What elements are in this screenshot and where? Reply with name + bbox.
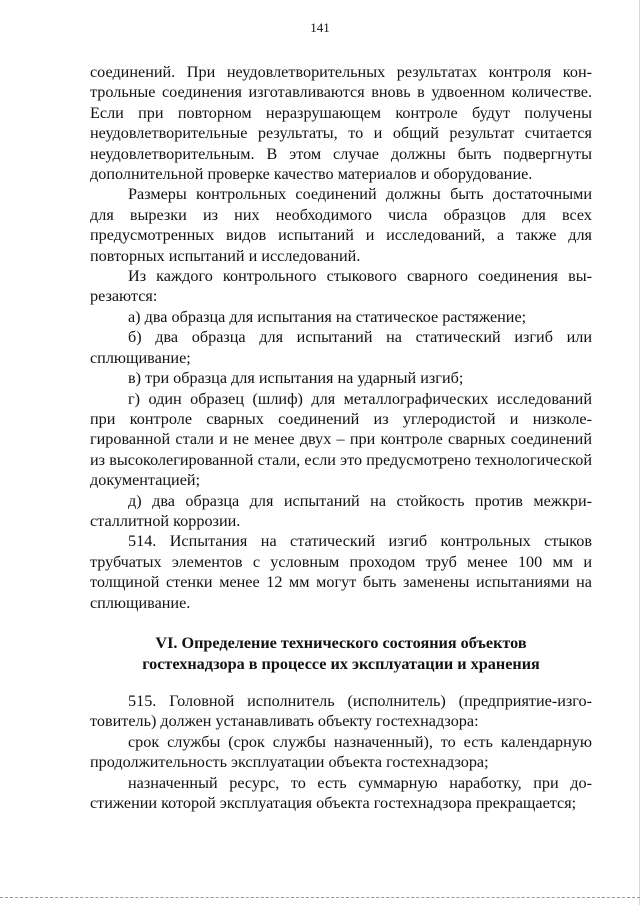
list-item-c: в) три образца для испытания на ударный изгиб; bbox=[128, 369, 464, 388]
list-item-b: б) два образца для испытаний на статический изгиб или сплющивание; bbox=[90, 328, 592, 367]
list-item-e: д) два образца для испытаний на стойкость против межкристаллитной коррозии. bbox=[90, 491, 592, 530]
page-number: 141 bbox=[310, 20, 330, 35]
bottom-scan-line bbox=[0, 897, 640, 898]
paragraph-service-life: срок службы (срок службы назначенный), то есть календарную продолжительность эксплуатации объекта гостехнадзора; bbox=[90, 732, 592, 772]
list-item-d: г) один образец (шлиф) для металлографических исследований при контроле сварных соединений из углеродистой и низколегированной стали и не менее двух – при контроле сварных соединений из высоколегированной стали, если это предусмотрено технологической документацией; bbox=[90, 389, 592, 490]
section-heading-line2: гостехнадзора в процессе их эксплуатации и хранения bbox=[142, 654, 540, 673]
document-body bbox=[90, 62, 592, 813]
paragraph-sizes: Размеры контрольных соединений должны быть достаточными для вырезки из них необходимого числа образцов для всех предусмотренных видов испытаний и исследований, а также для повторных испытаний и исследований. bbox=[90, 185, 592, 265]
list-item-a: а) два образца для испытания на статическое растяжение; bbox=[128, 307, 527, 326]
paragraph-515: 515. Головной исполнитель (исполнитель) (предприятие-изготовитель) должен устанавливать объекту гостехнадзора: bbox=[90, 691, 592, 731]
paragraph-514: 514. Испытания на статический изгиб контрольных стыков трубчатых элементов с условным проходом труб менее 100 мм и толщиной стенки менее 12 мм могут быть заменены испытаниями на сплющивание. bbox=[90, 532, 592, 612]
paragraph-resource: назначенный ресурс, то есть суммарную наработку, при достижении которой эксплуатация объекта гостехнадзора прекращается; bbox=[90, 773, 592, 812]
paragraph-continuation: соединений. При неудовлетворительных результатах контроля контрольные соединения изготавливаются вновь в удвоенном количестве. Если при повторном неразрушающем контроле будут получены неудовлетворительные результаты, то и общий результат считается неудовлетворительным. В этом случае должны быть подвергнуты дополнительной проверке качество материалов и оборудование. bbox=[90, 63, 592, 184]
section-heading bbox=[90, 633, 592, 675]
section-heading-line1: VI. Определение технического состояния объектов bbox=[155, 633, 527, 652]
paragraph-samples-intro: Из каждого контрольного стыкового сварного соединения вырезаются: bbox=[90, 267, 592, 306]
